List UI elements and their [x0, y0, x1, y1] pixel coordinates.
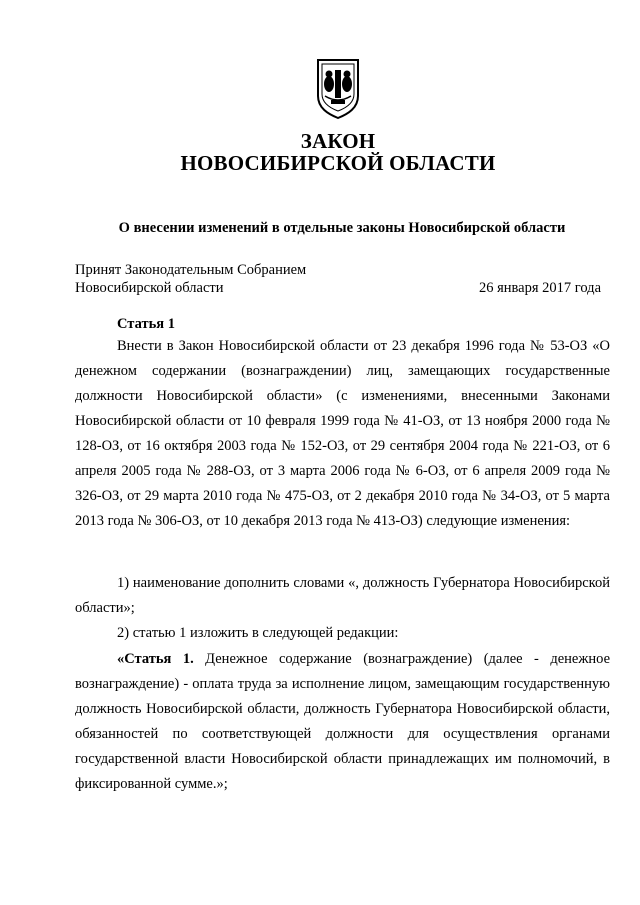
law-subject-heading: О внесении изменений в отдельные законы Новосибирской области [118, 220, 566, 236]
document-title-line-2: НОВОСИБИРСКОЙ ОБЛАСТИ [180, 151, 496, 175]
quoted-article [75, 647, 610, 797]
adoption-line-2: Новосибирской области [75, 280, 224, 296]
adoption-line-1: Принят Законодательным Собранием [75, 262, 307, 278]
document-title-line-1: ЗАКОН [300, 129, 376, 153]
coat-of-arms-icon [313, 58, 363, 120]
article-heading: Статья 1 [117, 316, 175, 332]
quoted-article-body: Денежное содержание (вознаграждение) (далее - денежное вознаграждение) - оплата труда за исполнение лицом, замещающим государственную должность Новосибирской области, должность Губернатора Новосибирской области, обязанностей по соответствующей должности для осуществления органами государственной власти Новосибирской области принадлежащих им полномочий, в фиксированной сумме.»; [75, 651, 611, 792]
adoption-date: 26 января 2017 года [478, 280, 601, 296]
quoted-article-heading: «Статья 1. [117, 651, 194, 667]
article-paragraph [75, 334, 610, 534]
quoted-article-text [75, 647, 610, 797]
item-1-text: 1) наименование дополнить словами «, должность Губернатора Новосибирской области»; [75, 575, 610, 616]
paragraph-text: Внести в Закон Новосибирской области от 23 декабря 1996 года № 53-ОЗ «О денежном содержании (вознаграждении) лиц, замещающих государственные должности Новосибирской области» (с изменениями, внесенными Законами Новосибирской области от 10 февраля 1999 года № 41-ОЗ, от 13 ноября 2000 года № 128-ОЗ, от 16 октября 2003 года № 152-ОЗ, от 29 сентября 2004 года № 221-ОЗ, от 6 апреля 2005 года № 288-ОЗ, от 3 марта 2006 года № 6-ОЗ, от 6 апреля 2009 года № 326-ОЗ, от 29 марта 2010 года № 475-ОЗ, от 2 декабря 2010 года № 34-ОЗ, от 5 марта 2013 года № 306-ОЗ, от 10 декабря 2013 года № 413-ОЗ) следующие изменения: [75, 338, 610, 529]
article-item-2 [75, 621, 610, 646]
item-2-text: 2) статью 1 изложить в следующей редакции: [117, 625, 399, 641]
article-item-1 [75, 571, 610, 621]
